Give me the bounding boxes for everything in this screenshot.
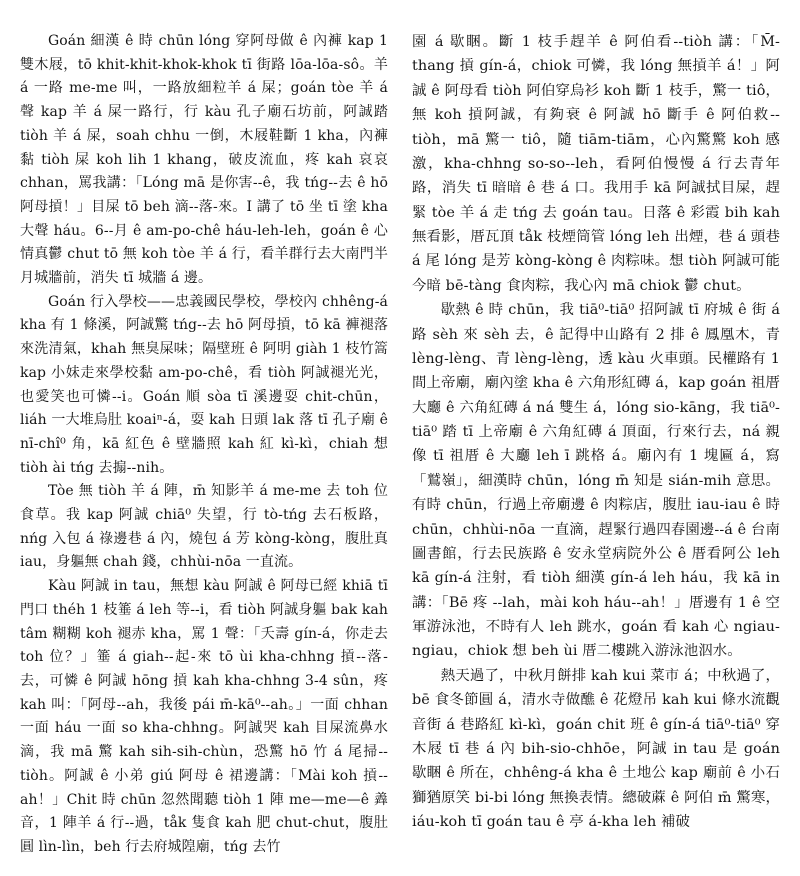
left-column (20, 30, 388, 860)
paragraph: 歇熱 ê 時 chūn，我 tiā⁰-tiā⁰ 招阿誠 tī 府城 ê 街 á 路 sèh 來 sèh 去，ê 記得中山路有 2 排 ê 鳳凰木，青 lèng-lèng、青 lèng-lèng，透 kàu 火車頭。民權路有 1 間上帝廟，廟內塗 kha ê 六角形紅磚 á，kap goán 祖厝大廳 ê 六角紅磚 á ná 雙生 á，lóng sio-kāng，我 tiā⁰-tiā⁰ 踏 tī 上帝廟 ê 六角紅磚 á 頂面，行來行去，ná 親像 tī 祖厝 ê 大廳 leh ī 跳格 á。廟內有 1 塊匾 á，寫「鷲嶺」，細漢時 chūn，lóng m̄ 知是 sián-mih 意思。有時 chūn，行過上帝廟邊 ê 肉粽店，腹肚 iau-iau ê 時 chūn，chhùi-nōa 一直滴，趕緊行過四春園邊--á ê 台南圖書館，行去民族路 ê 安永堂病院外公 ê 厝看阿公 leh kā gín-á 注射，看 tiòh 細漢 gín-á leh háu，我 kā in 講：「Bē 疼 --lah，mài koh háu--ah！」厝邊有 1 ê 空軍游泳池，不時有人 leh 跳水，goán 看 kah 心 ngiau-ngiau，chiok 想 beh ùi 厝二樓跳入游泳池泅水。 (412, 302, 780, 660)
paragraph: Goán 細漢 ê 時 chūn lóng 穿阿母做 ê 內褲 kap 1 雙木屐，tō khit-khit-khok-khok tī 街路 lōa-lōa-sô。羊 á 一路 me-me 叫，一路放細粒羊 á 屎；goán tòe 羊 á 聲 kap 羊 á 屎一路行，行 kàu 孔子廟石坊前，阿誠踏 tiòh 羊 á 屎，soah chhu 一倒，木屐鞋斷 1 kha，內褲黏 tiòh 屎 koh lih 1 khang，破皮流血，疼 kah 哀哀 chhan，罵我講：「Lóng mā 是你害--ê，我 tńg--去 ê hō 阿母摃！」目屎 tō beh 滴--落-來。I 講了 tō 坐 tī 塗 kha 大聲 háu。6--月 ê am-po-chê háu-leh-leh，goán ê 心情真鬱 chut tō 無 koh tòe 羊 á 行，看羊群行去大南門半月城牆前，消失 tī 城牆 á 邊。 (20, 33, 388, 287)
paragraph: Kàu 阿誠 in tau，無想 kàu 阿誠 ê 阿母已經 khiā tī 門口 théh 1 枝箠 á leh 等--i，看 tiòh 阿誠身軀 bak kah tâm 糊糊 koh 褪赤 kha，罵 1 聲：「夭壽 gín-á，你走去 toh 位？」箠 á giah--起-來 tō ùi kha-chhng 摃--落-去，可憐 ê 阿誠 hōng 摃 kah kha-chhng 3-4 sûn，疼 kah 叫：「阿母--ah，我後 pái m̄-kā⁰--ah。」一面 chhan 一面 háu 一面 so kha-chhng。阿誠哭 kah 目屎流鼻水滴，我 mā 驚 kah sih-sih-chùn，恐驚 hō 竹 á 尾掃--tiòh。阿誠 ê 小弟 giú 阿母 ê 裙邊講：「Mài koh 摃--ah！」Chit 時 chūn 忽然聞聽 tiòh 1 陣 me—me—ê 羴音，1 陣羊 á 行--過，tåk 隻食 kah 肥 chut-chut，腹肚圓 lìn-lìn，beh 行去府城隍廟，tńg 去竹 (20, 578, 388, 855)
paragraph: Goán 行入學校——忠義國民學校，學校內 chhêng-á kha 有 1 條溪，阿誠驚 tńg--去 hō 阿母摃，tō kā 褲褪落來洗清氣，khah 無臭屎味；隔壁班 ê 阿明 giàh 1 枝竹篙 kap 小妹走來學校黏 am-po-chê，看 tiòh 阿誠褪光光，也愛笑也可憐--i。Goán 順 sòa tī 溪邊耍 chit-chūn，liáh 一大堆烏肚 koaiⁿ-á，耍 kah 日頭 lak 落 tī 孔子廟 ê nī-chî⁰ 角，kā 紅色 ê 壁牆照 kah 紅 kì-kì，chiah 想 tiòh ài tńg 去搧--nih。 (20, 293, 388, 476)
paragraph-continued: 園 á 歇睏。斷 1 枝手趕羊 ê 阿伯看--tiòh 講：「M̄-thang 摃 gín-á，chiok 可憐，我 lóng 無摃羊 á！」阿誠 ê 阿母看 tiòh 阿伯穿烏衫 koh 斷 1 枝手，驚一 tiô，無 koh 摃阿誠，有夠衰 ê 阿誠 hō 斷手 ê 阿伯救--tiòh，mā 驚一 tiô，隨 tiām-tiām，心內驚驚 koh 感激，kha-chhng so-so--leh，看阿伯慢慢 á 行去青年路，消失 tī 暗暗 ê 巷 á 口。我用手 kā 阿誠拭目屎，趕緊 tòe 羊 á 走 tńg 去 goán tau。日落 ê 彩霞 bih kah 無看影，厝瓦頂 tåk 枝煙筒管 lóng leh 出煙，巷 á 頭巷 á 尾 lóng 是芳 kòng-kòng ê 肉粽味。想 tiòh 阿誠可能今暗 bē-tàng 食肉粽，我心內 mā chiok 鬱 chut。 (412, 34, 780, 294)
paragraph: Tòe 無 tiòh 羊 á 陣，m̄ 知影羊 á me-me 去 toh 位食草。我 kap 阿誠 chiā⁰ 失望，行 tò-tńg 去石板路，nńg 入包 á 祿邊巷 á 內，燒包 á 芳 kòng-kòng，腹肚真 iau，身軀無 chah 錢，chhùi-nōa 一直流。 (20, 483, 388, 571)
paragraph: 熱天過了，中秋月餅排 kah kui 菜市 á；中秋過了，bē 食冬節圓 á，清水寺做醮 ê 花燈吊 kah kui 條水流觀音街 á 巷路紅 kì-kì，goán chit 班 ê gín-á tiā⁰-tiā⁰ 穿木屐 tī 巷 á 內 bih-sio-chhōe，阿誠 in tau 是 goán 歇睏 ê 所在，chhêng-á kha ê 土地公 kap 廟前 ê 小石獅猶原笑 bi-bi lóng 無換表情。總破蔴 ê 阿伯 m̄ 驚寒，iáu-koh tī goán tau ê 亭 á-kha leh 補破 (412, 667, 780, 830)
right-column (412, 30, 780, 834)
